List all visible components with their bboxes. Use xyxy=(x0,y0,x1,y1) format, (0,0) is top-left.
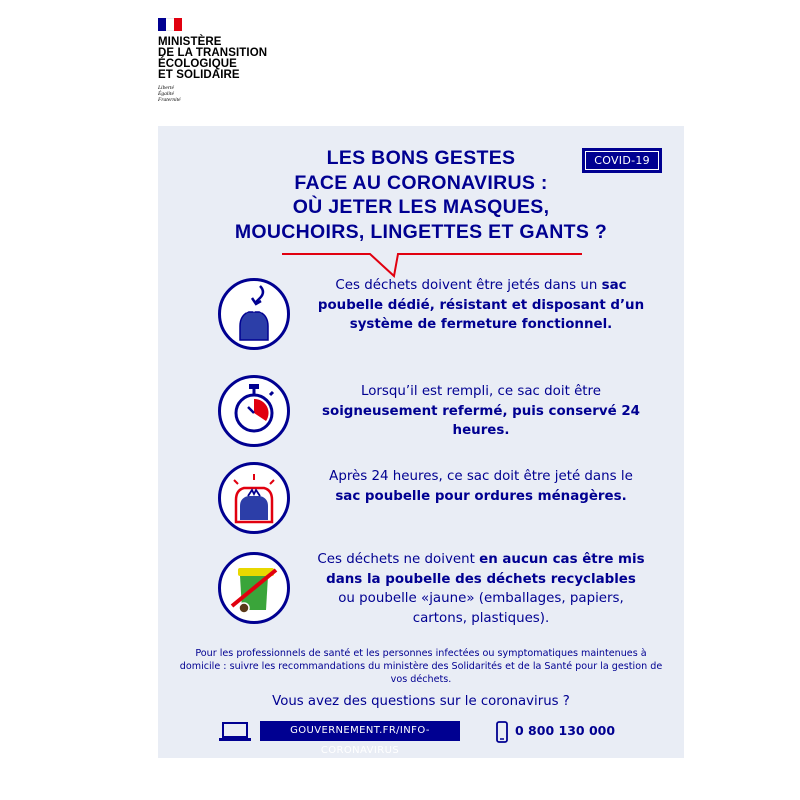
step-text-2 xyxy=(316,382,646,441)
step-3-segment: sac poubelle pour ordures ménagères. xyxy=(335,488,627,504)
ministry-name: MINISTÈRE DE LA TRANSITION ÉCOLOGIQUE ET SOLIDAIRE xyxy=(158,36,268,81)
step-4-segment: Ces déchets ne doivent xyxy=(317,552,480,567)
step-1-segment: Ces déchets doivent être jetés dans un xyxy=(335,278,602,293)
step-2-segment: Lorsqu’il est rempli, ce sac doit être xyxy=(360,384,602,399)
poster-title xyxy=(158,146,684,244)
step-text-1 xyxy=(316,276,646,335)
no-recycling-bin-icon xyxy=(216,550,292,626)
contact-footer xyxy=(218,720,658,756)
laptop-icon xyxy=(218,722,252,742)
closed-bag-icon xyxy=(216,460,292,536)
info-url-link[interactable]: GOUVERNEMENT.FR/INFO-CORONAVIRUS xyxy=(260,721,460,741)
poster-title-line: FACE AU CORONAVIRUS : xyxy=(294,171,548,194)
step-2-segment: soigneusement refermé, puis conservé 24 heures. xyxy=(322,403,640,438)
flag-blue xyxy=(158,18,166,31)
phone-icon xyxy=(496,721,508,743)
step-4-segment: ou poubelle «jaune» (emballages, papiers, cartons, plastiques). xyxy=(338,591,624,626)
covid-badge: COVID-19 xyxy=(582,148,662,173)
questions-heading: Vous avez des questions sur le coronavirus ? xyxy=(272,694,570,709)
covid-poster xyxy=(158,126,684,758)
flag-white xyxy=(166,18,174,31)
trash-bag-icon xyxy=(216,276,292,352)
phone-number[interactable]: 0 800 130 000 xyxy=(515,723,616,738)
poster-title-line: LES BONS GESTES xyxy=(326,147,516,169)
poster-title-line: MOUCHOIRS, LINGETTES ET GANTS ? xyxy=(234,220,608,243)
step-1-segment: sac poubelle dédié, résistant et disposant d’un système de fermeture fonctionnel. xyxy=(317,278,645,332)
poster-title-line: OÙ JETER LES MASQUES, xyxy=(292,196,550,218)
step-row-3 xyxy=(216,460,646,538)
republic-motto: Liberté Égalité Fraternité xyxy=(158,85,181,103)
step-4-segment: en aucun cas être mis dans la poubelle des déchets recyclables xyxy=(326,552,645,587)
step-text-3 xyxy=(316,467,646,506)
step-row-4 xyxy=(216,550,646,628)
step-text-4 xyxy=(316,550,646,628)
french-flag-icon xyxy=(158,18,182,31)
step-3-segment: Après 24 heures, ce sac doit être jeté dans le xyxy=(329,469,633,484)
ministry-header xyxy=(158,18,267,103)
step-row-1 xyxy=(216,276,646,354)
stopwatch-icon xyxy=(216,373,292,449)
flag-red xyxy=(174,18,182,31)
step-row-2 xyxy=(216,373,646,451)
professional-note: Pour les professionnels de santé et les personnes infectées ou symptomatiques maintenues à domicile : suivre les recommandations du ministère des Solidarités et de la Santé pour la gestion de vos déchets. xyxy=(179,648,663,685)
